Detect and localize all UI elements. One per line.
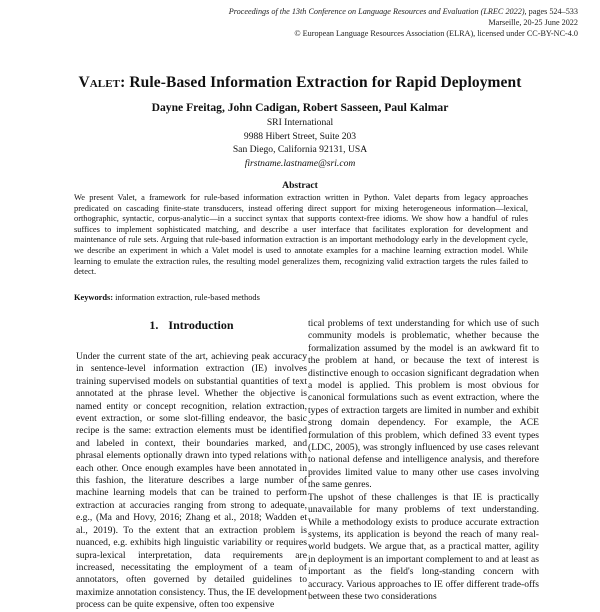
affiliation-email: firstname.lastname@sri.com — [244, 157, 356, 169]
section-title: Introduction — [168, 318, 234, 332]
proceedings-title: Proceedings of the 13th Conference on Language Resources and Evaluation (LREC 2022) — [228, 7, 525, 16]
abstract-text: We present Valet, a framework for rule-based information extraction written in Python. Valet departs from legacy approaches predicated on cascading finite-state transducers, instead offering direct support for mixing heterogeneous information—lexical, orthographic, syntactic, corpus-analytic—in a succinct syntax that supports context-free idioms. We show how a handful of rules suffices to implement sophisticated matching, and describe a user interface that facilitates exploration for development and maintenance of rule sets. Arguing that rule-based information extraction is an important methodology early in the development cycle, we describe an experiment in which a Valet model is used to annotate examples for a machine learning extraction model. While learning to emulate the extraction rules, the resulting model generalizes them, recognizing valid extraction targets the rules failed to detect. — [74, 193, 528, 277]
author-list: Dayne Freitag, John Cadigan, Robert Sasseen, Paul Kalmar — [151, 101, 449, 114]
proceedings-license: © European Language Resources Association (ELRA), licensed under CC-BY-NC-4.0 — [294, 29, 578, 39]
intro-paragraph-3: The upshot of these challenges is that IE is practically unavailable for many problems of text understanding. While a methodology exists to produce accurate extraction systems, its application is beyond the reach of many real-world budgets. We argue that, as a practical matter, agility in deployment is an important complement to and at least as important as the field's long-standing concern with accuracy. Various approaches to IE offer different trade-offs between these two considerations — [308, 491, 539, 602]
keywords-label: Keywords: — [74, 293, 114, 302]
proceedings-header — [198, 6, 578, 40]
body-right-column — [308, 318, 539, 603]
intro-paragraph-2: tical problems of text understanding for which use of such community models is problematic, whether because the formalization assumed by the model is an awkward fit to the problem at hand, or because the text of interest is distinctive enough to occasion significant degradation when a model is applied. This problem is most obvious for canonical formulations such as event extraction, where the types of extraction targets are limited in number and exhibit strong domain dependency. For example, the ACE formulation of this problem, which defined 33 event types (LDC, 2005), was strongly influenced by use cases relevant to national defense and intelligence analysis, and therefore provides limited value to many other use cases involving the same genres. — [308, 318, 539, 491]
proceedings-pages: , pages 524–533 — [524, 7, 578, 16]
proceedings-line1 — [198, 6, 578, 17]
section-heading-introduction — [76, 318, 307, 333]
affiliation-address2: San Diego, California 92131, USA — [232, 144, 368, 156]
paper-title-system: Valet — [78, 74, 121, 91]
proceedings-location: Marseille, 20-25 June 2022 — [488, 18, 578, 28]
intro-paragraph-1: Under the current state of the art, achieving peak accuracy in sentence-level information extraction (IE) involves training supervised models on substantial quantities of text annotated at the phrase level. Whether the objective is named entity or concept recognition, relation extraction, event extraction, or some slot-filling endeavor, the basic recipe is the same: extraction elements must be identified and labeled in context, their boundaries marked, and phrasal elements optionally drawn into typed relations with each other. Once enough examples have been annotated in this fashion, the literature describes a large number of machine learning models that can be trained to perform extraction at accuracies ranging from strong to adequate, e.g., (Ma and Hovy, 2016; Zhang et al., 2018; Wadden et al., 2019). To the extent that an extraction problem is nuanced, e.g. exhibits high linguistic variability or requires supra-lexical interpretation, data requirements are increased, necessitating the employment of a team of annotators, often governed by detailed guidelines to maximize annotation consistency. Thus, the IE development process can be quite expensive, often too expensive — [76, 351, 307, 611]
keywords-text: information extraction, rule-based methods — [115, 293, 260, 302]
affiliation-address1: 9988 Hibert Street, Suite 203 — [243, 130, 357, 142]
affiliation-block — [0, 116, 600, 170]
affiliation-org: SRI International — [266, 117, 334, 128]
abstract-heading: Abstract — [282, 180, 318, 191]
paper-title-rest: : Rule-Based Information Extraction for Rapid Deployment — [120, 74, 522, 91]
section-number: 1. — [149, 318, 159, 332]
body-left-column — [76, 351, 307, 612]
keywords-line — [74, 293, 260, 302]
paper-title — [0, 74, 600, 92]
